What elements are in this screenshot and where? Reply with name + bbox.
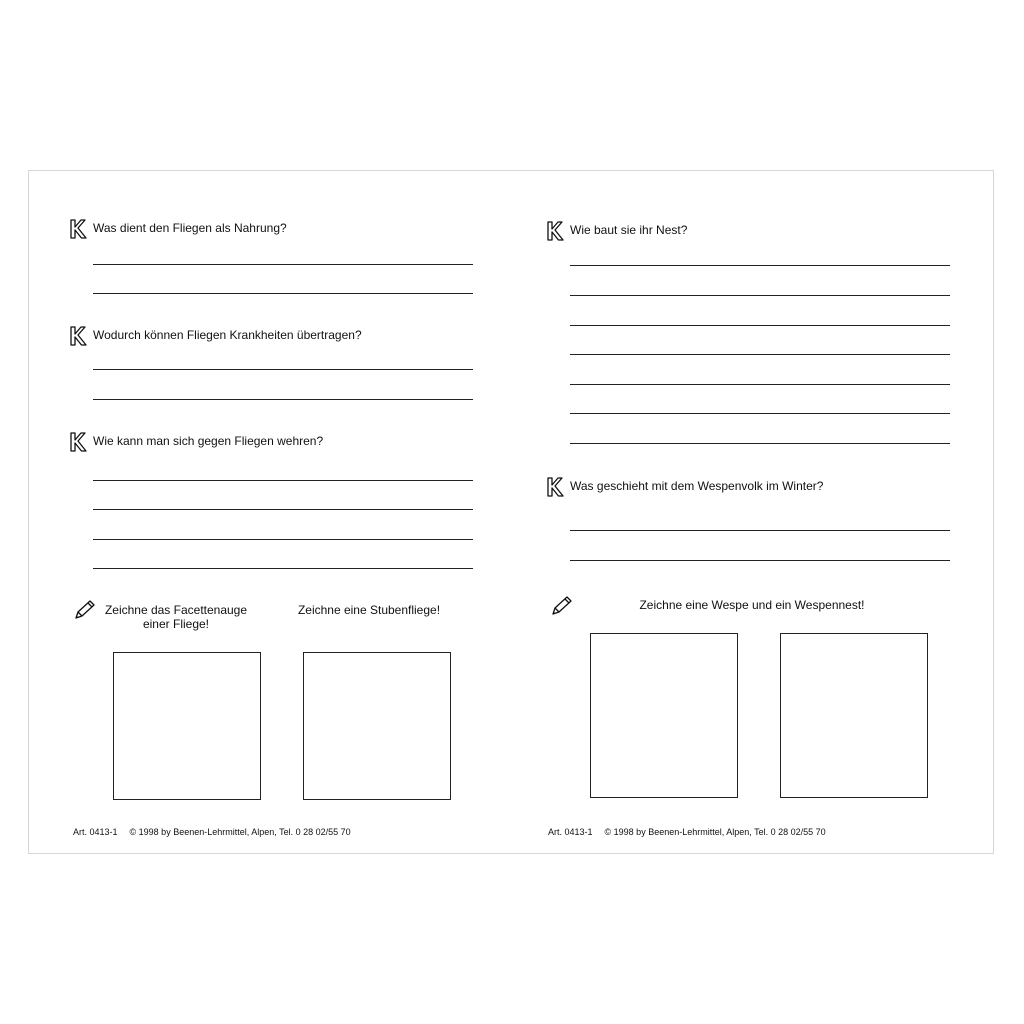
answer-line: [570, 354, 950, 355]
answer-line: [570, 530, 950, 531]
drawing-box-wasp[interactable]: [590, 633, 738, 798]
answer-line: [93, 568, 473, 569]
answer-line: [93, 480, 473, 481]
footer: [548, 827, 826, 838]
left-page: [29, 171, 512, 853]
footer-copyright: © 1998 by Beenen-Lehrmittel, Alpen, Tel. 0 28 02/55 70: [129, 827, 351, 837]
pencil-icon: [550, 595, 574, 617]
answer-line: [570, 295, 950, 296]
question-defense: [69, 432, 323, 452]
k-letter-icon: [69, 326, 87, 346]
footer-copyright: © 1998 by Beenen-Lehrmittel, Alpen, Tel. 0 28 02/55 70: [604, 827, 826, 837]
drawing-task-wasp: Zeichne eine Wespe und ein Wespennest!: [639, 598, 865, 612]
drawing-box-wasp-nest[interactable]: [780, 633, 928, 798]
question-nest: [546, 221, 687, 241]
answer-line: [570, 413, 950, 414]
answer-line: [93, 264, 473, 265]
question-text: Wie kann man sich gegen Fliegen wehren?: [93, 434, 324, 448]
k-letter-icon: [546, 477, 564, 497]
drawing-box-housefly[interactable]: [303, 652, 451, 800]
question-diseases: [69, 326, 362, 346]
drawing-task-housefly: Zeichne eine Stubenfliege!: [297, 603, 441, 617]
answer-line: [570, 384, 950, 385]
footer-article: Art. 0413-1: [548, 827, 593, 837]
answer-line: [93, 539, 473, 540]
footer: [73, 827, 351, 838]
question-food: [69, 219, 287, 239]
drawing-task-eye: Zeichne das Facettenauge einer Fliege!: [104, 603, 248, 631]
question-text: Was dient den Fliegen als Nahrung?: [93, 221, 287, 235]
pencil-icon: [73, 599, 97, 621]
k-letter-icon: [69, 432, 87, 452]
k-letter-icon: [546, 221, 564, 241]
question-winter: [546, 477, 823, 497]
drawing-box-eye[interactable]: [113, 652, 261, 800]
answer-line: [93, 509, 473, 510]
k-letter-icon: [69, 219, 87, 239]
right-page: [512, 171, 995, 853]
answer-line: [570, 560, 950, 561]
answer-line: [570, 325, 950, 326]
worksheet-spread: [28, 170, 994, 854]
answer-line: [570, 443, 950, 444]
footer-article: Art. 0413-1: [73, 827, 118, 837]
question-text: Was geschieht mit dem Wespenvolk im Winter?: [570, 479, 824, 493]
question-text: Wie baut sie ihr Nest?: [570, 223, 688, 237]
answer-line: [93, 369, 473, 370]
question-text: Wodurch können Fliegen Krankheiten übertragen?: [93, 328, 362, 342]
answer-line: [93, 293, 473, 294]
answer-line: [570, 265, 950, 266]
answer-line: [93, 399, 473, 400]
